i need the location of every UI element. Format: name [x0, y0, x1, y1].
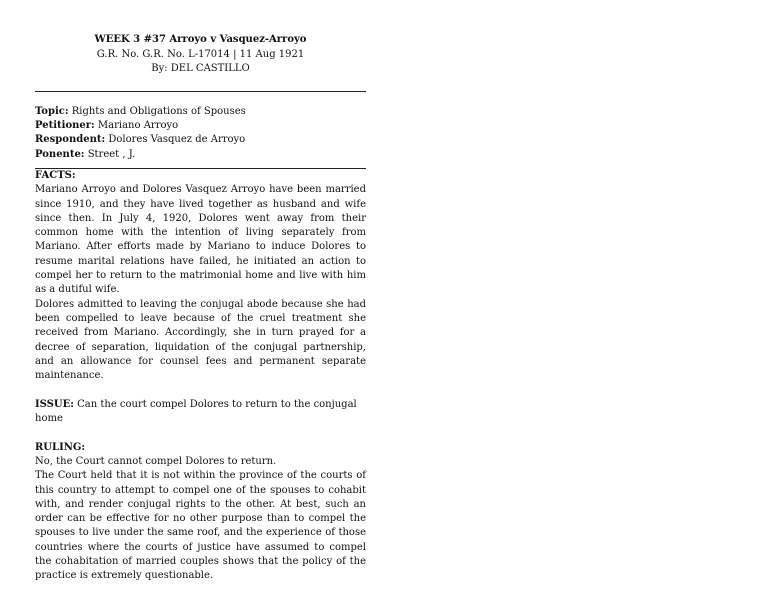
- issue-section: [35, 398, 366, 427]
- facts-section: [35, 169, 366, 383]
- document-column: [35, 33, 366, 584]
- facts-paragraph-1: Mariano Arroyo and Dolores Vasquez Arroyo have been married since 1910, and they have lived together as husband and wife since then. In July 4, 1920, Dolores went away from their common home with the intention of living separately from Mariano. After efforts made by Mariano to induce Dolores to resume marital relations have failed, he initiated an action to compel her to return to the matrimonial home and live with him as a dutiful wife.: [35, 184, 366, 296]
- respondent-line: [35, 133, 366, 147]
- facts-heading: FACTS:: [35, 169, 76, 181]
- petitioner-line: [35, 119, 366, 133]
- ponente-value: Street , J.: [87, 148, 136, 160]
- case-header: [35, 33, 366, 77]
- case-meta: [35, 105, 366, 162]
- issue-label: ISSUE:: [35, 398, 74, 410]
- respondent-value: Dolores Vasquez de Arroyo: [108, 134, 246, 146]
- topic-value: Rights and Obligations of Spouses: [71, 105, 246, 117]
- ruling-paragraph-2: The Court held that it is not within the province of the courts of this country to attempt to compel one of the spouses to cohabit with, and render conjugal rights to the other. At best, such an order can be effective for no other purpose than to compel the spouses to live under the same roof, and the experience of those countries where the courts of justice have assumed to compel the cohabitation of married couples shows that the policy of the practice is extremely questionable.: [35, 470, 366, 582]
- case-author: By: DEL CASTILLO: [151, 63, 250, 75]
- ponente-label: Ponente:: [35, 148, 85, 160]
- petitioner-value: Mariano Arroyo: [97, 120, 179, 132]
- topic-line: [35, 105, 366, 119]
- respondent-label: Respondent:: [35, 134, 106, 146]
- spacer: [35, 383, 366, 397]
- petitioner-label: Petitioner:: [35, 120, 95, 132]
- facts-paragraph-2: Dolores admitted to leaving the conjugal abode because she had been compelled to leave because of the cruel treatment she received from Mariano. Accordingly, she in turn prayed for a decree of separation, liquidation of the conjugal partnership, and an allowance for counsel fees and permanent separate maintenance.: [35, 298, 366, 382]
- ponente-line: [35, 148, 366, 162]
- ruling-section: [35, 441, 366, 584]
- header-divider: [35, 91, 366, 92]
- spacer: [35, 426, 366, 440]
- case-title: WEEK 3 #37 Arroyo v Vasquez-Arroyo: [94, 34, 307, 45]
- case-gr-number: G.R. No. G.R. No. L-17014 | 11 Aug 1921: [96, 48, 305, 60]
- ruling-paragraph-1: No, the Court cannot compel Dolores to return.: [35, 455, 277, 467]
- topic-label: Topic:: [35, 105, 69, 117]
- issue-text: Can the court compel Dolores to return to the conjugal home: [35, 398, 357, 425]
- ruling-heading: RULING:: [35, 441, 86, 453]
